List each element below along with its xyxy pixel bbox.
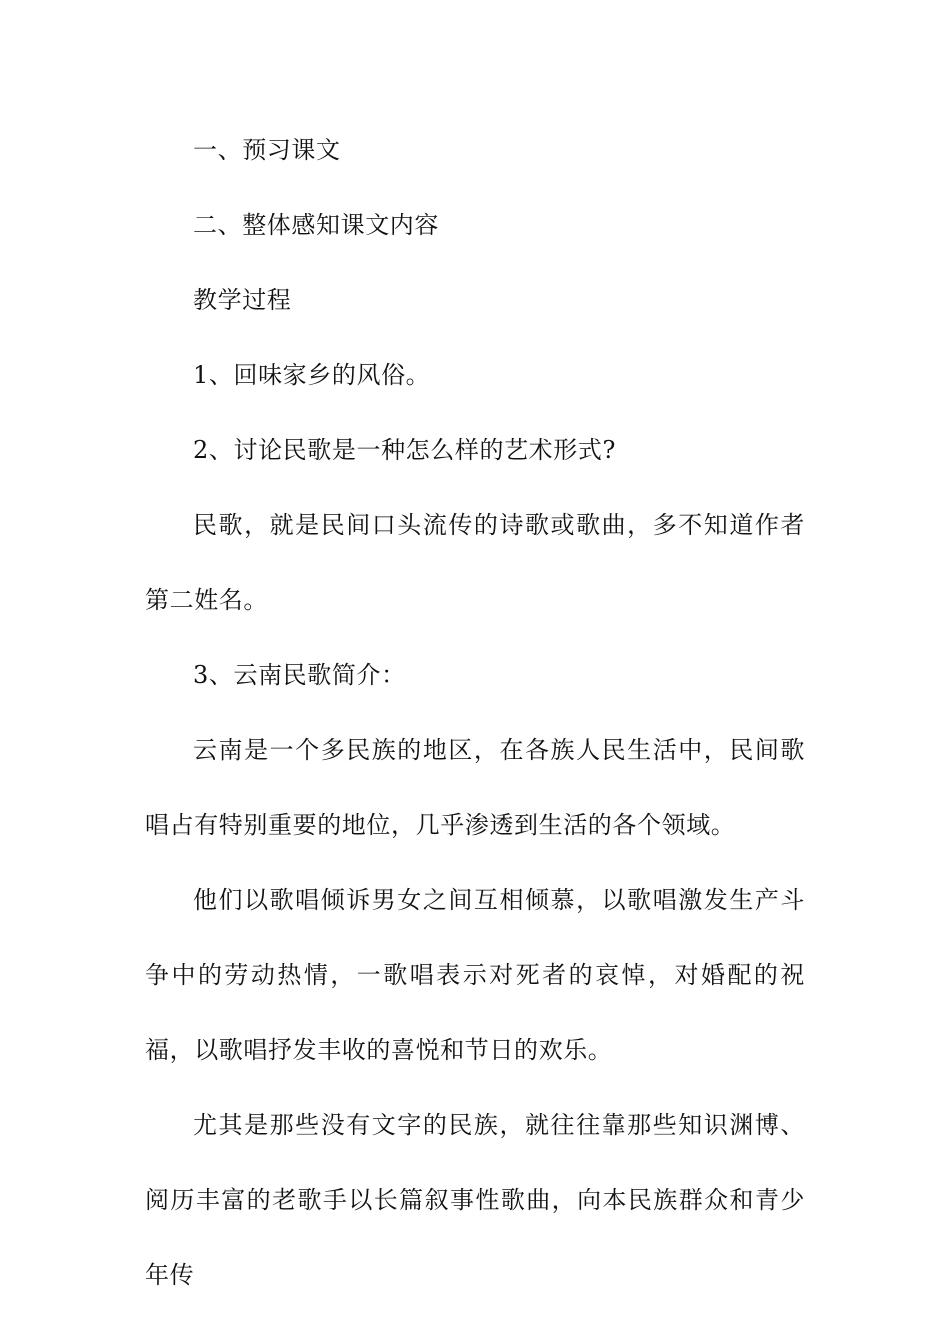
step-1-paragraph: 1、回味家乡的风俗。: [193, 361, 431, 389]
oral-tradition-paragraph: 尤其是那些没有文字的民族，就往往靠那些知识渊博、阅历丰富的老歌手以长篇叙事性歌曲，向本民族群众和青少年传: [145, 1111, 805, 1289]
folk-song-definition-paragraph: 民歌，就是民间口头流传的诗歌或歌曲，多不知道作者第二姓名。: [145, 511, 805, 614]
yunnan-intro-paragraph: 云南是一个多民族的地区，在各族人民生活中，民间歌唱占有特别重要的地位，几乎渗透到生活的各个领域。: [145, 736, 805, 839]
step-2-paragraph: 2、讨论民歌是一种怎么样的艺术形式?: [193, 436, 616, 464]
singing-purposes-paragraph: 他们以歌唱倾诉男女之间互相倾慕，以歌唱激发生产斗争中的劳动热情，一歌唱表示对死者的哀悼，对婚配的祝福，以歌唱抒发丰收的喜悦和节日的欢乐。: [145, 886, 805, 1064]
step-3-paragraph: 3、云南民歌简介：: [193, 661, 406, 689]
document-body: [145, 113, 805, 1313]
heading-teaching-process: 教学过程: [193, 286, 292, 314]
heading-overall-perception: 二、整体感知课文内容: [193, 211, 439, 239]
heading-preview-text: 一、预习课文: [193, 136, 341, 164]
